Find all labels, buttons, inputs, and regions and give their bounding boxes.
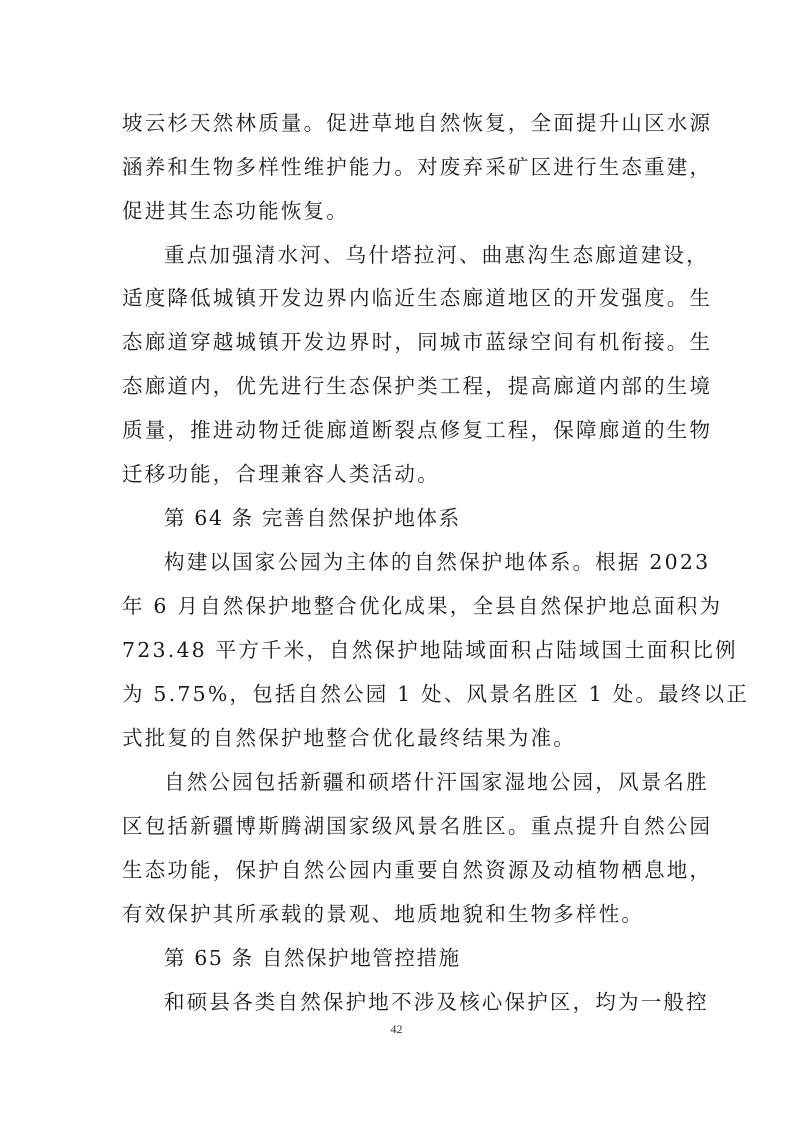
- text-line: 适度降低城镇开发边界内临近生态廊道地区的开发强度。生: [122, 286, 713, 310]
- text-line: 重点加强清水河、乌什塔拉河、曲惠沟生态廊道建设，: [164, 243, 709, 267]
- text-line: 式批复的自然保护地整合优化最终结果为准。: [122, 726, 576, 750]
- text-line: 促进其生态功能恢复。: [122, 199, 349, 223]
- text-line: 年 6 月自然保护地整合优化成果，全县自然保护地总面积为: [122, 594, 723, 618]
- text-line: 和硕县各类自然保护地不涉及核心保护区，均为一般控: [164, 990, 709, 1014]
- text-line: 为 5.75%，包括自然公园 1 处、风景名胜区 1 处。最终以正: [122, 682, 749, 706]
- text-line: 质量，推进动物迁徙廊道断裂点修复工程，保障廊道的生物: [122, 418, 713, 442]
- page-number: 42: [390, 1022, 403, 1036]
- text-line: 态廊道穿越城镇开发边界时，同城市蓝绿空间有机衔接。生: [122, 330, 713, 354]
- text-line: 构建以国家公园为主体的自然保护地体系。根据 2023: [164, 550, 711, 574]
- text-line: 迁移功能，合理兼容人类活动。: [122, 462, 440, 486]
- section-heading: 第 64 条 完善自然保护地体系: [164, 506, 461, 530]
- text-line: 态廊道内，优先进行生态保护类工程，提高廊道内部的生境: [122, 374, 713, 398]
- section-heading: 第 65 条 自然保护地管控措施: [164, 946, 461, 970]
- text-line: 坡云杉天然林质量。促进草地自然恢复，全面提升山区水源: [122, 111, 713, 135]
- text-line: 723.48 平方千米，自然保护地陆域面积占陆域国土面积比例: [122, 638, 738, 662]
- text-line: 涵养和生物多样性维护能力。对废弃采矿区进行生态重建，: [122, 155, 713, 179]
- text-line: 自然公园包括新疆和硕塔什汗国家湿地公园，风景名胜: [164, 770, 709, 794]
- text-line: 有效保护其所承载的景观、地质地貌和生物多样性。: [122, 902, 645, 926]
- text-line: 区包括新疆博斯腾湖国家级风景名胜区。重点提升自然公园: [122, 814, 713, 838]
- text-line: 生态功能，保护自然公园内重要自然资源及动植物栖息地，: [122, 858, 713, 882]
